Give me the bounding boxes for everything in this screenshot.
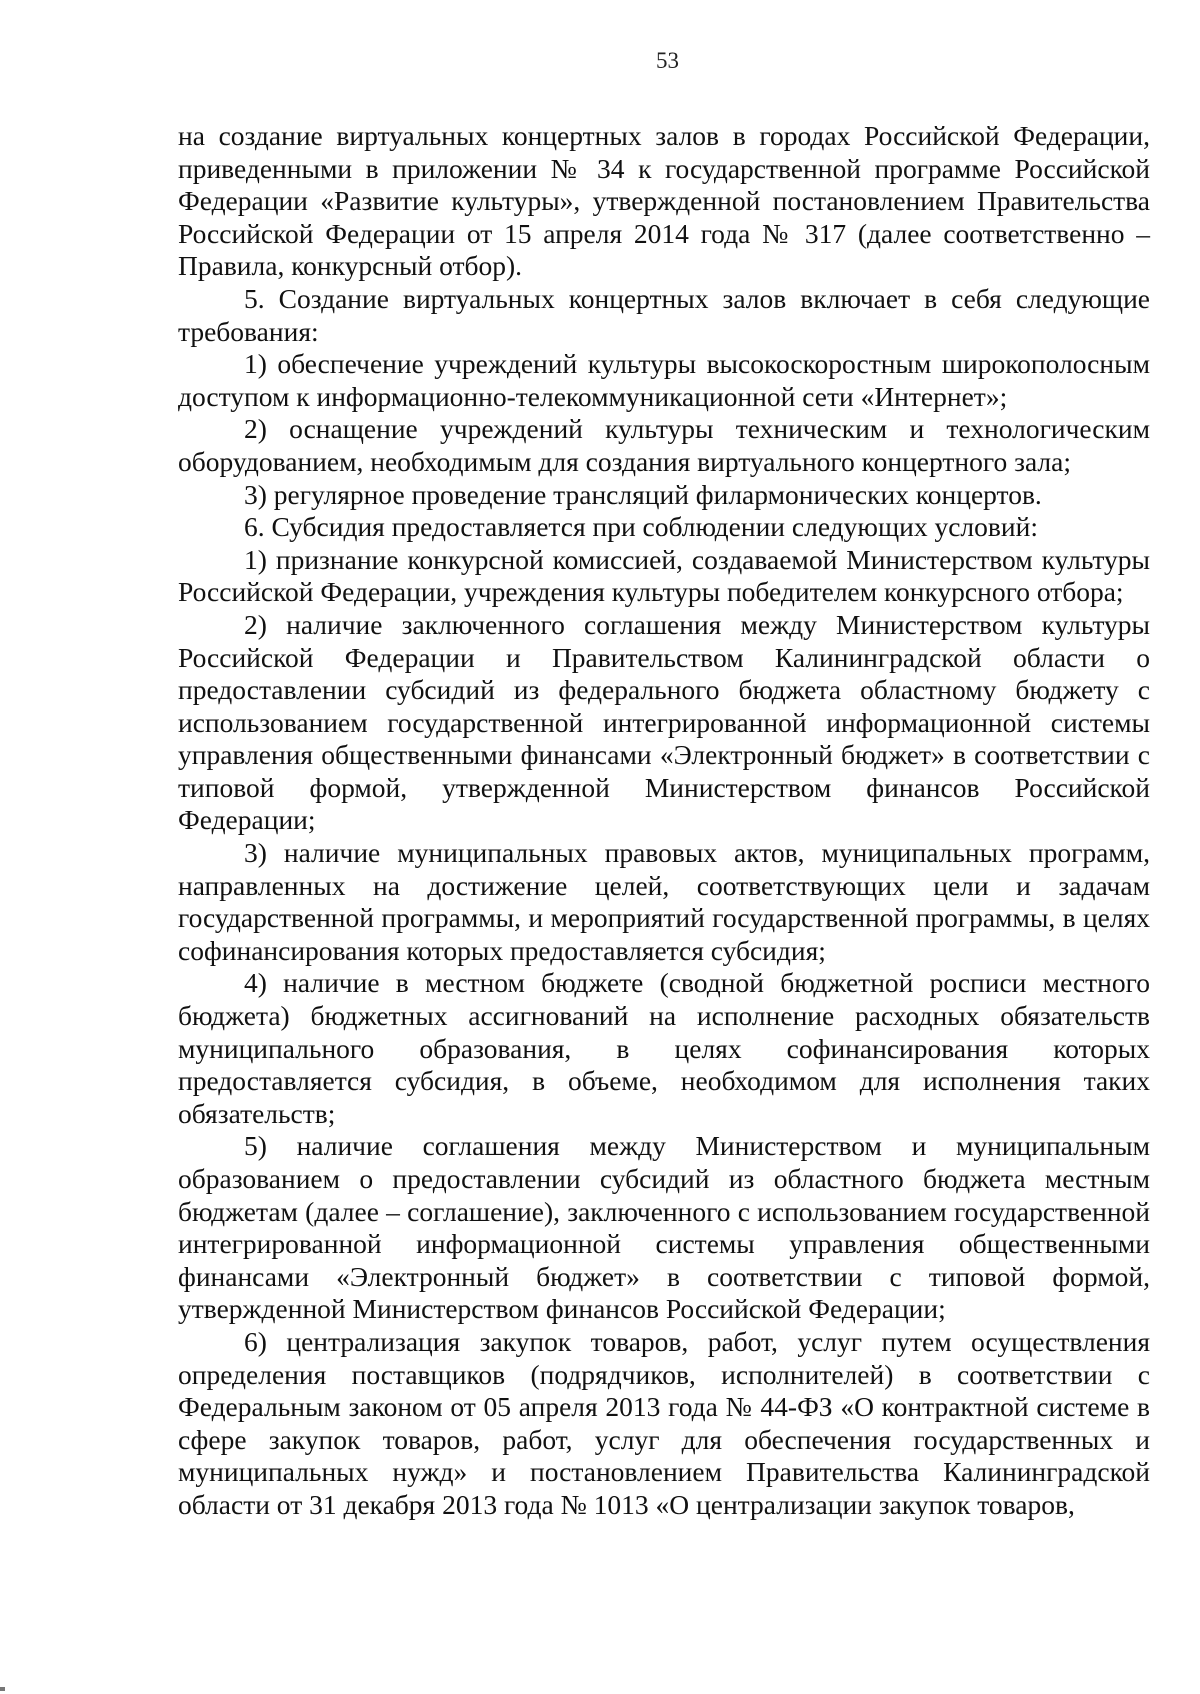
paragraph-6-subitem-6: 6) централизация закупок товаров, работ, услуг путем осуществления определения поставщиков (подрядчиков, исполнителей) в соответствии с Федеральным законом от 05 апреля 2013 года № 44-ФЗ «О контрактной системе в сфере закупок товаров, работ, услуг для обеспечения государственных и муниципальных нужд» и постановлением Правительства Калининградской области от 31 декабря 2013 года № 1013 «О централизации закупок товаров, (178, 1325, 1150, 1520)
document-body (178, 120, 1150, 1522)
paragraph-6-subitem-2: 2) наличие заключенного соглашения между Министерством культуры Российской Федерации и Правительством Калининградской области о предоставлении субсидий из федерального бюджета областному бюджету с использованием государственной интегрированной информационной системы управления общественными финансами «Электронный бюджет» в соответствии с типовой формой, утвержденной Министерством финансов Российской Федерации; (178, 608, 1150, 836)
scan-artifact-mark (0, 1687, 5, 1691)
paragraph-6-subitem-3: 3) наличие муниципальных правовых актов, муниципальных программ, направленных на достижение целей, соответствующих цели и задачам государственной программы, и мероприятий государственной программы, в целях софинансирования которых предоставляется субсидия; (178, 837, 1150, 966)
paragraph-5-subitem-3: 3) регулярное проведение трансляций филармонических концертов. (244, 478, 1042, 510)
paragraph-6-subitem-5: 5) наличие соглашения между Министерством и муниципальным образованием о предоставлении субсидий из областного бюджета местным бюджетам (далее – соглашение), заключенного с использованием государственной интегрированной информационной системы управления общественными финансами «Электронный бюджет» в соответствии с типовой формой, утвержденной Министерством финансов Российской Федерации; (178, 1130, 1150, 1325)
paragraph-item-5: 5. Создание виртуальных концертных залов включает в себя следующие требования: (178, 282, 1150, 347)
paragraph-6-subitem-1: 1) признание конкурсной комиссией, создаваемой Министерством культуры Российской Федерации, учреждения культуры победителем конкурсного отбора; (178, 543, 1150, 608)
page-number: 53 (656, 48, 679, 73)
paragraph-continuation: на создание виртуальных концертных залов в городах Российской Федерации, приведенными в приложении № 34 к государственной программе Российской Федерации «Развитие культуры», утвержденной постановлением Правительства Российской Федерации от 15 апреля 2014 года № 317 (далее соответственно – Правила, конкурсный отбор). (178, 120, 1150, 282)
paragraph-5-subitem-2: 2) оснащение учреждений культуры техническим и технологическим оборудованием, необходимым для создания виртуального концертного зала; (178, 413, 1150, 477)
paragraph-5-subitem-1: 1) обеспечение учреждений культуры высокоскоростным широкополосным доступом к информационно-телекоммуникационной сети «Интернет»; (178, 348, 1150, 412)
paragraph-6-subitem-4: 4) наличие в местном бюджете (сводной бюджетной росписи местного бюджета) бюджетных ассигнований на исполнение расходных обязательств муниципального образования, в целях софинансирования которых предоставляется субсидия, в объеме, необходимом для исполнения таких обязательств; (178, 967, 1150, 1129)
paragraph-item-6: 6. Субсидия предоставляется при соблюдении следующих условий: (244, 511, 1038, 543)
